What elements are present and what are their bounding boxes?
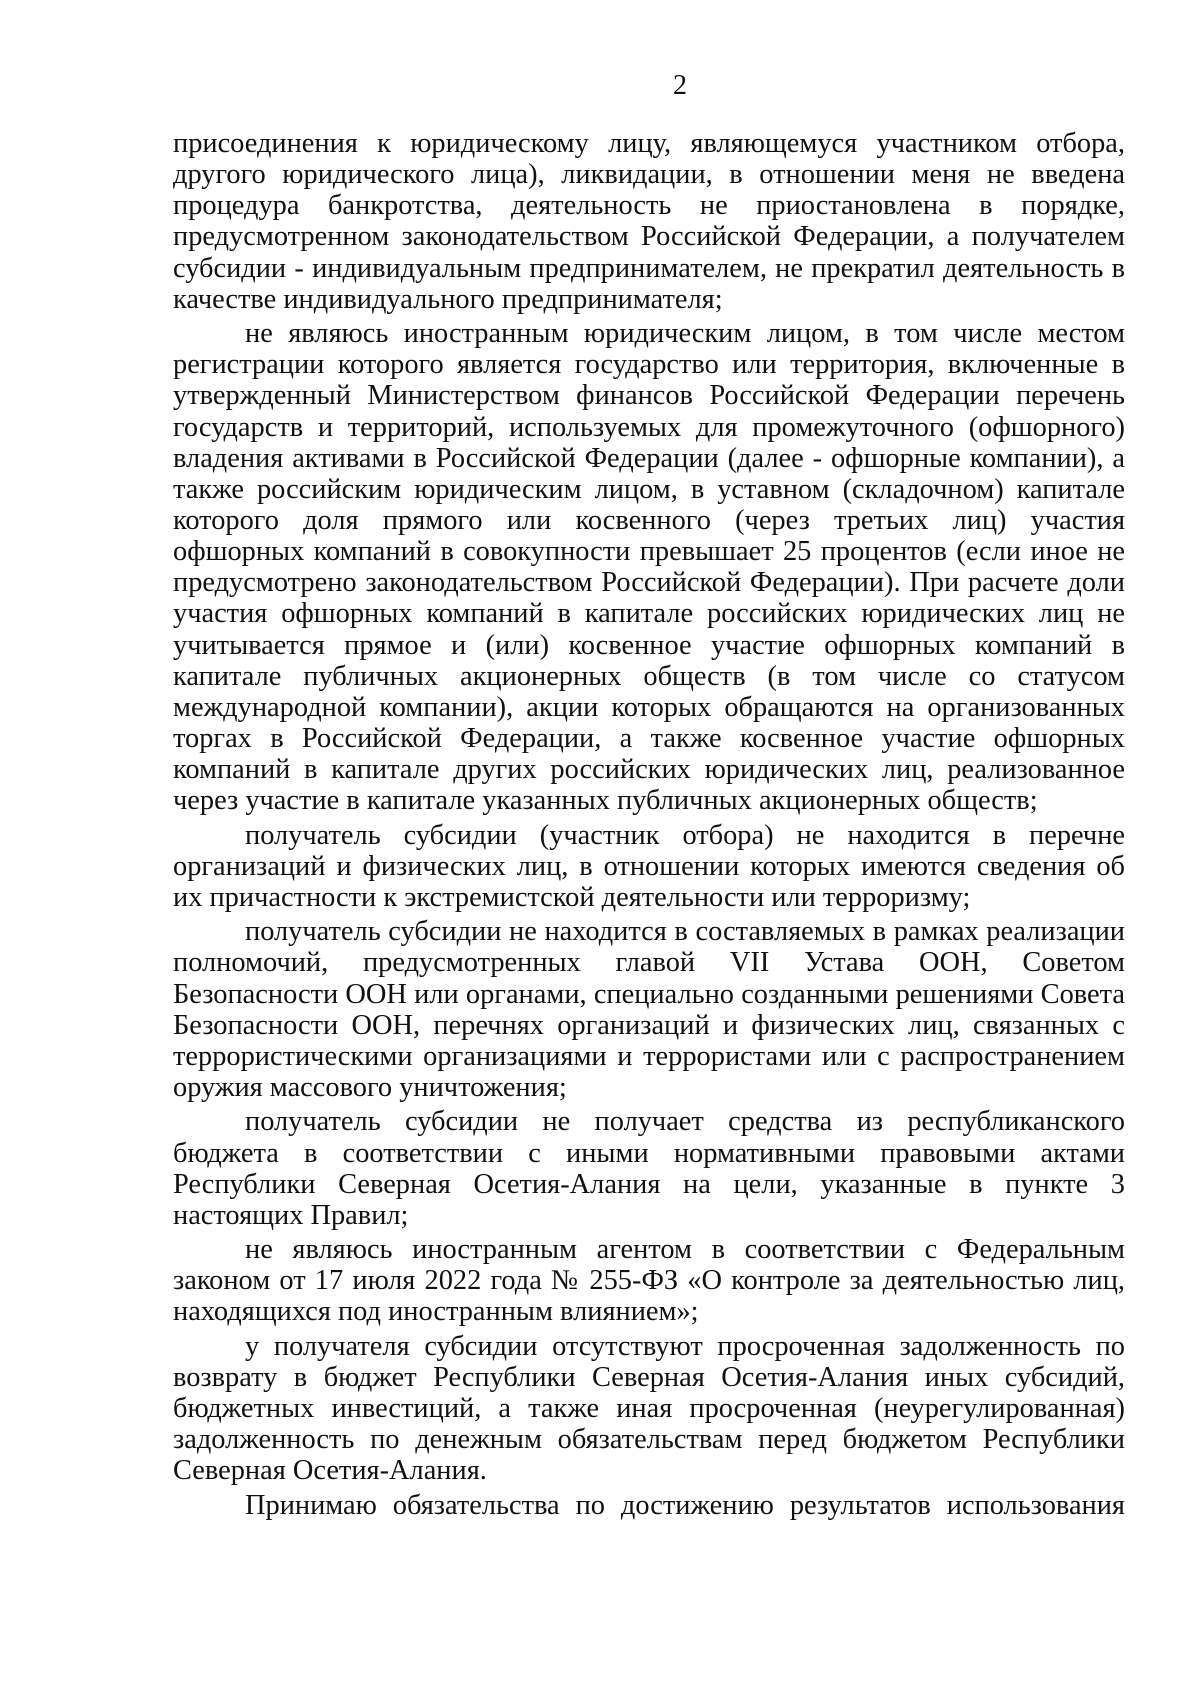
document-body bbox=[173, 128, 1125, 1524]
paragraph-foreign-agent: не являюсь иностранным агентом в соответствии с Федеральным законом от 17 июля 2022 года № 255-ФЗ «О контроле за деятельностью лиц, находящихся под иностранным влиянием»; bbox=[173, 1234, 1125, 1328]
page-number: 2 bbox=[673, 70, 687, 101]
paragraph-offshore-status: не являюсь иностранным юридическим лицом, в том числе местом регистрации которого является государство или территория, включенные в утвержденный Министерством финансов Российской Федерации перечень государств и территорий, используемых для промежуточного (офшорного) владения активами в Российской Федерации (далее - офшорные компании), а также российским юридическим лицом, в уставном (складочном) капитале которого доля прямого или косвенного (через третьих лиц) участия офшорных компаний в совокупности превышает 25 процентов (если иное не предусмотрено законодательством Российской Федерации). При расчете доли участия офшорных компаний в капитале российских юридических лиц не учитывается прямое и (или) косвенное участие офшорных компаний в капитале публичных акционерных обществ (в том числе со статусом международной компании), акции которых обращаются на организованных торгах в Российской Федерации, а также косвенное участие офшорных компаний в капитале других российских юридических лиц, реализованное через участие в капитале указанных публичных акционерных обществ; bbox=[173, 318, 1125, 817]
paragraph-overdue-debt: у получателя субсидии отсутствуют просроченная задолженность по возврату в бюджет Республики Северная Осетия-Алания иных субсидий, бюджетных инвестиций, а также иная просроченная (неурегулированная) задолженность по денежным обязательствам перед бюджетом Республики Северная Осетия-Алания. bbox=[173, 1330, 1125, 1487]
paragraph-obligations: Принимаю обязательства по достижению результатов использования bbox=[245, 1489, 1125, 1521]
paragraph-liquidation-status: присоединения к юридическому лицу, являющемуся участником отбора, другого юридического лица), ликвидации, в отношении меня не введена процедура банкротства, деятельность не приостановлена в порядке, предусмотренном законодательством Российской Федерации, а получателем субсидии - индивидуальным предпринимателем, не прекратил деятельность в качестве индивидуального предпринимателя; bbox=[173, 128, 1125, 315]
paragraph-extremism-list: получатель субсидии (участник отбора) не находится в перечне организаций и физических лиц, в отношении которых имеются сведения об их причастности к экстремистской деятельности или терроризму; bbox=[173, 819, 1125, 914]
paragraph-other-funding: получатель субсидии не получает средства из республиканского бюджета в соответствии с иными нормативными правовыми актами Республики Северная Осетия-Алания на цели, указанные в пункте 3 настоящих Правил; bbox=[173, 1106, 1125, 1231]
paragraph-un-sanctions-list: получатель субсидии не находится в составляемых в рамках реализации полномочий, предусмотренных главой VII Устава ООН, Советом Безопасности ООН или органами, специально созданными решениями Совета Безопасности ООН, перечнях организаций и физических лиц, связанных с террористическими организациями и террористами или с распространением оружия массового уничтожения; bbox=[173, 916, 1125, 1104]
